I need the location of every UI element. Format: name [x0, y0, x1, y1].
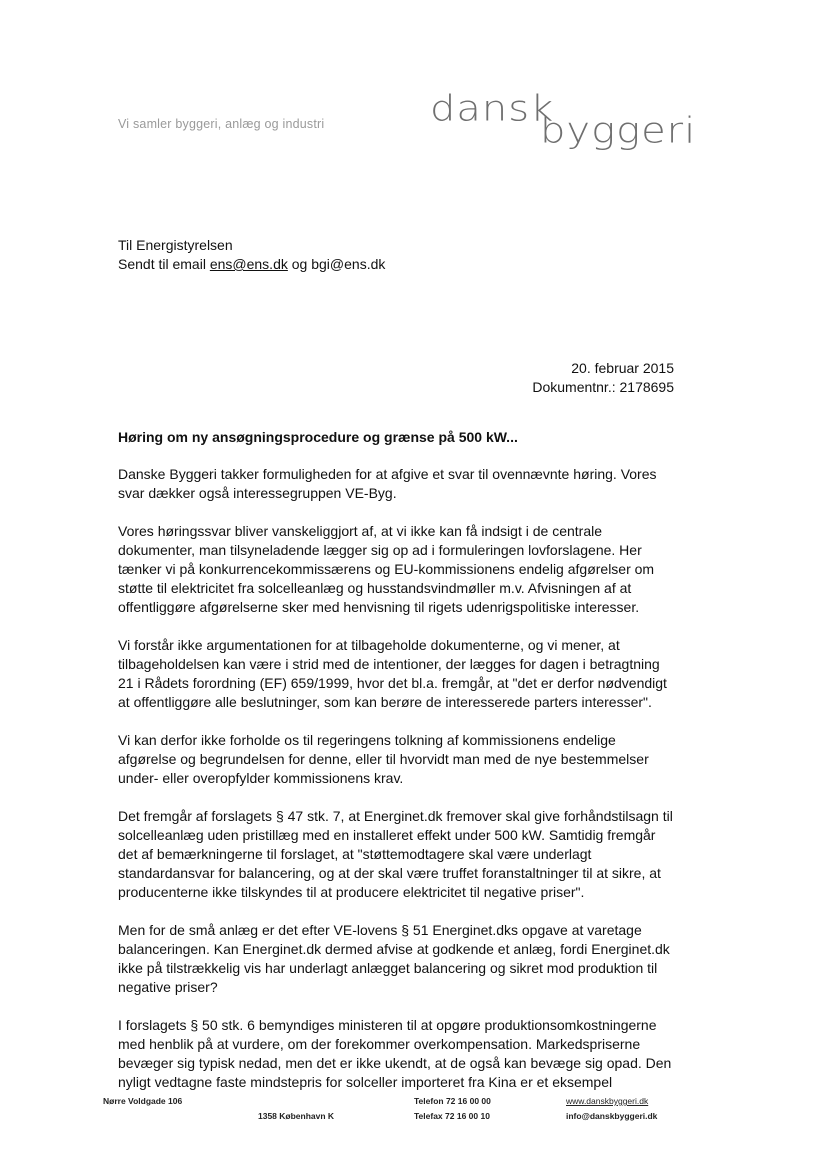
recipient-name: Til Energistyrelsen	[118, 237, 233, 253]
footer-phone: Telefon 72 16 00 00	[414, 1096, 491, 1106]
body-paragraph: Vi forstår ikke argumentationen for at tilbageholde dokumenterne, og vi mener, at tilbageholdelsen kan være i strid med de intentioner, der lægges for dagen i betragtning 21 i Rådets forordning (EF) 659/1999, hvor det bl.a. fremgår, at "det er derfor nødvendigt at offentliggøre alle beslutninger, som kan berøre de interesserede parters interesser".	[118, 637, 667, 710]
letter-subject: Høring om ny ansøgningsprocedure og grænse på 500 kW...	[118, 429, 518, 445]
email-separator: og	[287, 256, 312, 272]
date-block	[532, 359, 674, 397]
footer-email: info@danskbyggeri.dk	[566, 1111, 658, 1121]
logo-word-byggeri: byggeri	[540, 110, 697, 152]
letter-date: 20. februar 2015	[571, 360, 674, 376]
company-logo	[430, 88, 697, 160]
email-link-ens[interactable]: ens@ens.dk	[209, 256, 288, 272]
body-paragraph: Vores høringssvar bliver vanskeliggjort af, at vi ikke kan få indsigt i de centrale dokumenter, man tilsyneladende lægger sig op ad i formuleringen lovforslagene. Her tænker vi på konkurrencekommissærens og EU-kommissionens endelig afgørelser om støtte til elektricitet fra solcelleanlæg og husstandsvindmøller m.v. Afvisningen af at offentliggøre afgørelserne sker med henvisning til rigets udenrigspolitiske interesser.	[118, 523, 655, 615]
body-paragraph: Men for de små anlæg er det efter VE-lovens § 51 Energinet.dks opgave at varetage balanceringen. Kan Energinet.dk dermed afvise at godkende et anlæg, fordi Energinet.dk ikke på tilstrækkelig vis har underlagt anlægget balancering og sikret mod produktion til negative priser?	[118, 922, 670, 995]
document-number: Dokumentnr.: 2178695	[532, 379, 674, 395]
letter-body	[118, 428, 678, 1111]
footer-city: 1358 København K	[258, 1111, 335, 1121]
body-paragraph: Danske Byggeri takker formuligheden for at afgive et svar til ovennævnte høring. Vores svar dækker også interessegruppen VE-Byg.	[118, 466, 657, 501]
company-tagline: Vi samler byggeri, anlæg og industri	[118, 117, 325, 131]
email-bgi: bgi@ens.dk	[311, 256, 386, 272]
body-paragraph: Det fremgår af forslagets § 47 stk. 7, at Energinet.dk fremover skal give forhåndstilsagn til solcelleanlæg uden pristillæg med en installeret effekt under 500 kW. Samtidig fremgår det af bemærkningerne til forslaget, at "støttemodtagere skal være underlagt standardansvar for balancering, og at der skal være truffet foranstaltninger til at sikre, at producenterne ikke tilskyndes til at producere elektricitet til negative priser".	[118, 808, 673, 900]
body-paragraph: Vi kan derfor ikke forholde os til regeringens tolkning af kommissionens endelige afgørelse og begrundelsen for denne, eller til hvorvidt man med de nye bestemmelser under- eller overopfylder kommissionens krav.	[118, 732, 649, 786]
footer-address: Nørre Voldgade 106	[103, 1096, 183, 1106]
logo-word-dansk: dansk	[430, 88, 555, 130]
footer-website-link[interactable]: www.danskbyggeri.dk	[566, 1096, 649, 1106]
email-prefix: Sendt til email	[118, 256, 210, 272]
footer-fax: Telefax 72 16 00 10	[414, 1111, 490, 1121]
recipient-email-line	[118, 255, 385, 274]
body-paragraph: I forslagets § 50 stk. 6 bemyndiges ministeren til at opgøre produktionsomkostningerne med henblik på at vurdere, om der forekommer overkompensation. Markedspriserne bevæger sig typisk nedad, men det er ikke ukendt, at de også kan bevæge sig opad. Den nyligt vedtagne faste mindstepris for solceller importeret fra Kina er et eksempel	[118, 1017, 672, 1090]
recipient-block	[118, 236, 385, 274]
